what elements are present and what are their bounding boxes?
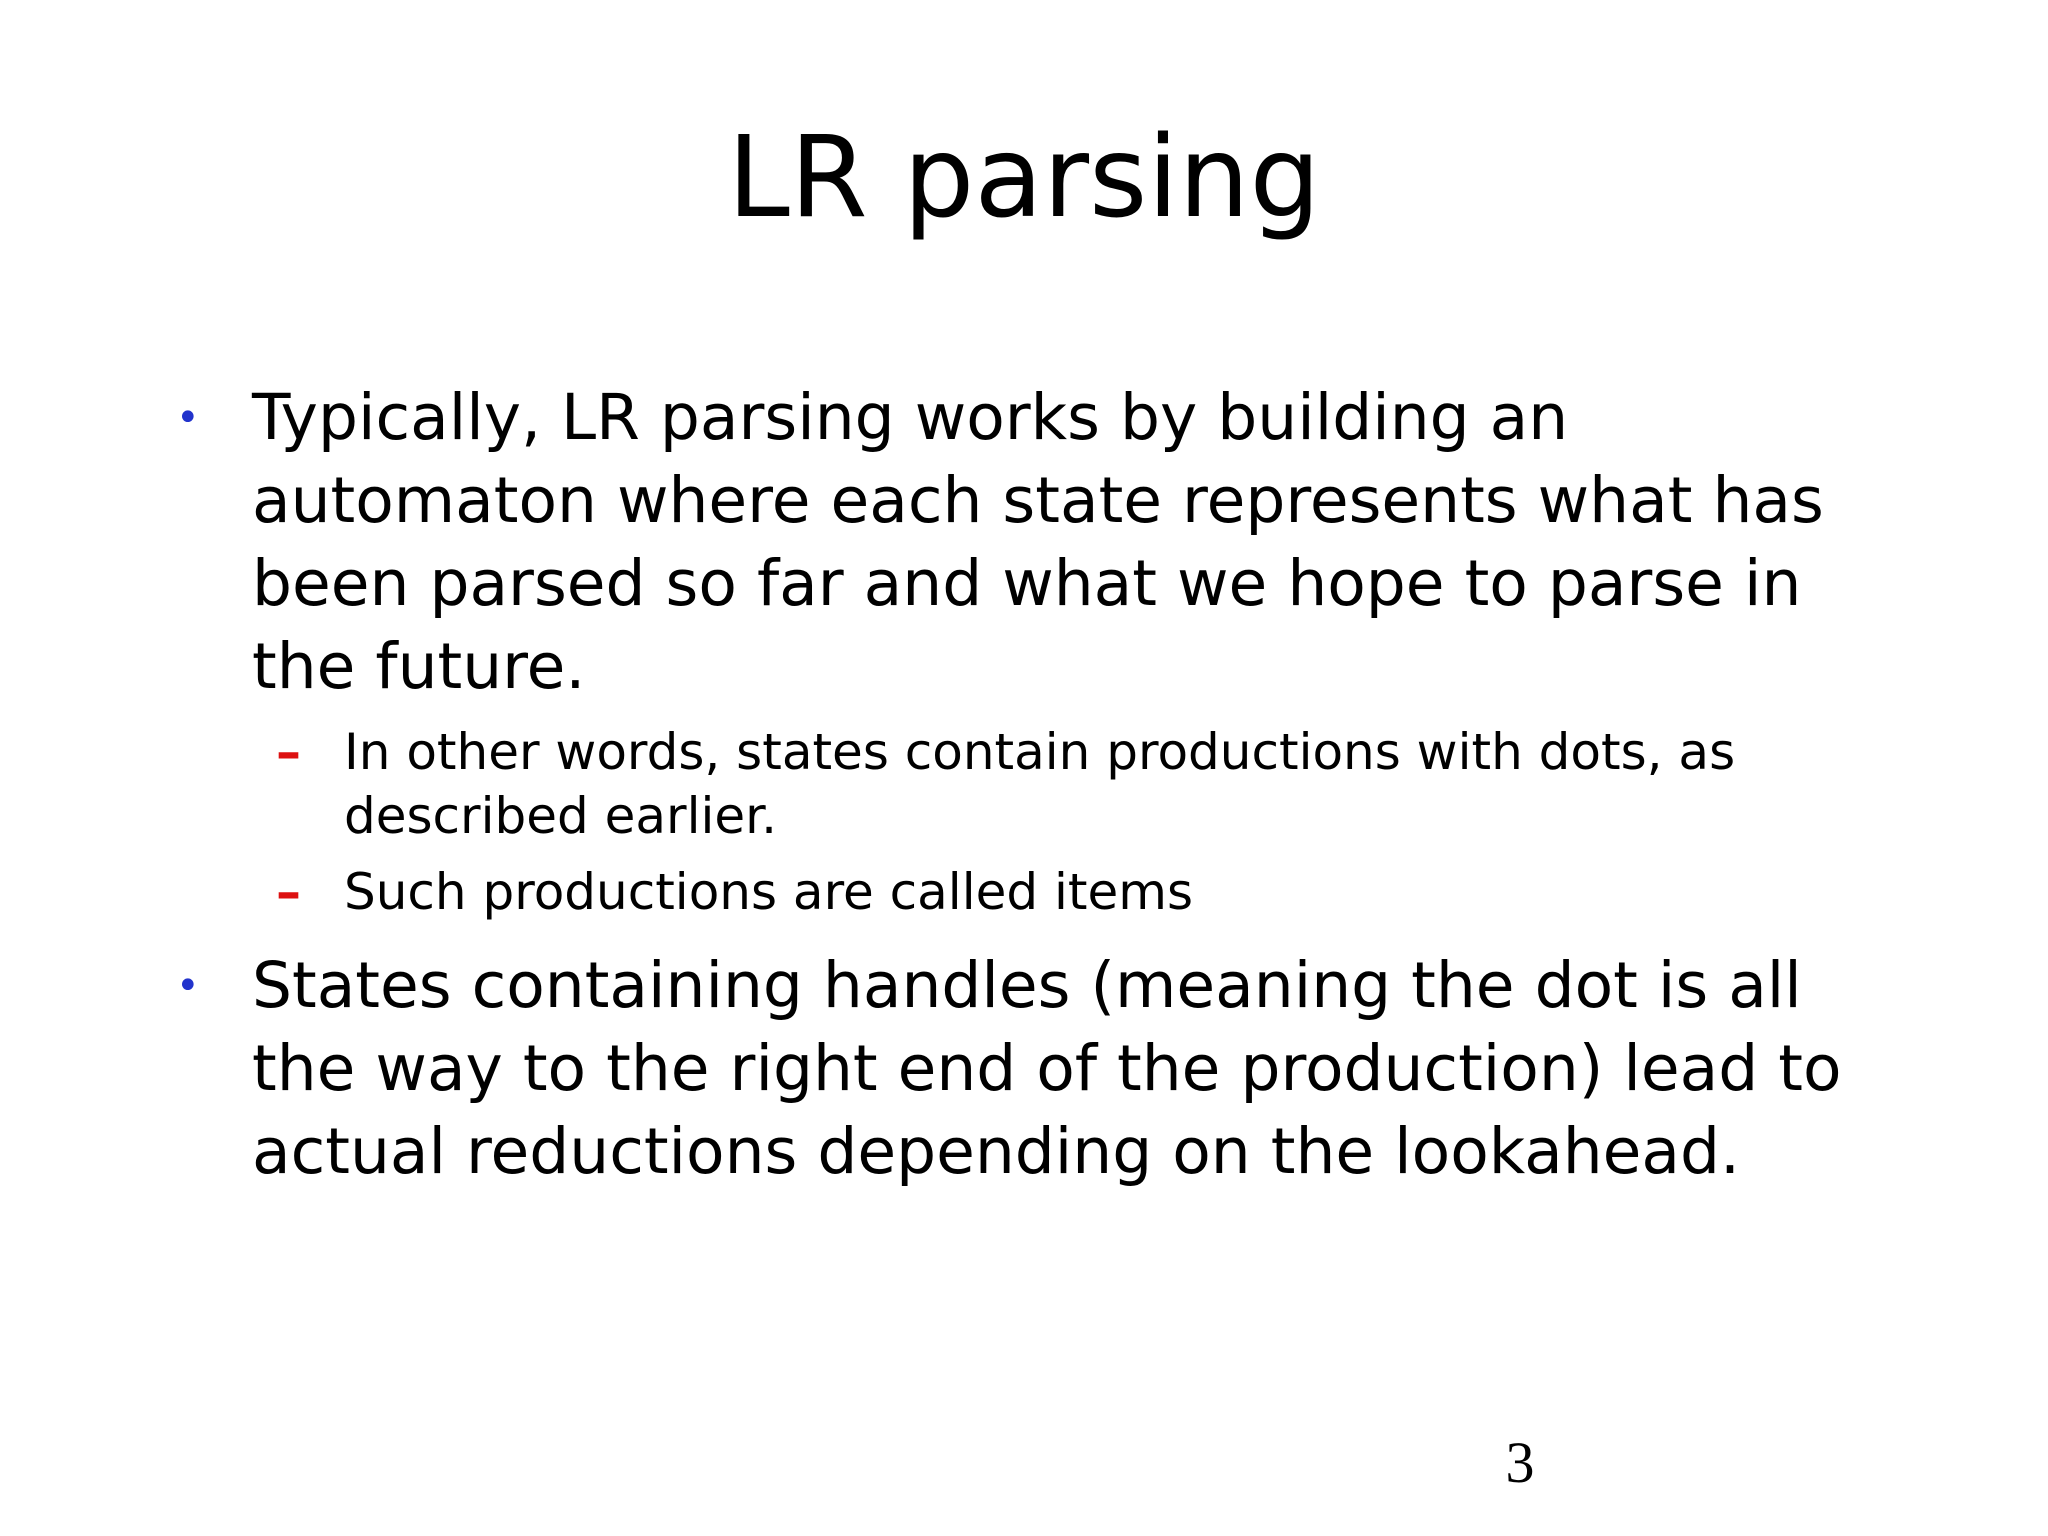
dash-marker-icon: – — [276, 723, 301, 781]
sub-bullet-text: In other words, states contain productions with dots, as described earlier. — [344, 723, 1736, 845]
sub-bullet-text: Such productions are called items — [344, 863, 1193, 921]
dash-marker-icon: – — [276, 863, 301, 921]
bullet-marker-icon: • — [176, 963, 200, 1009]
slide-title: LR parsing — [727, 113, 1321, 243]
page-number: 3 — [1505, 1430, 1535, 1495]
bullet-marker-icon: • — [176, 395, 200, 441]
bullet-text: Typically, LR parsing works by building an automaton where each state represents what has been parsed so far and what we hope to parse in the future. — [252, 381, 1824, 703]
bullet-text: States containing handles (meaning the dot is all the way to the right end of the production) lead to actual reductions depending on the lookahead. — [252, 949, 1842, 1188]
